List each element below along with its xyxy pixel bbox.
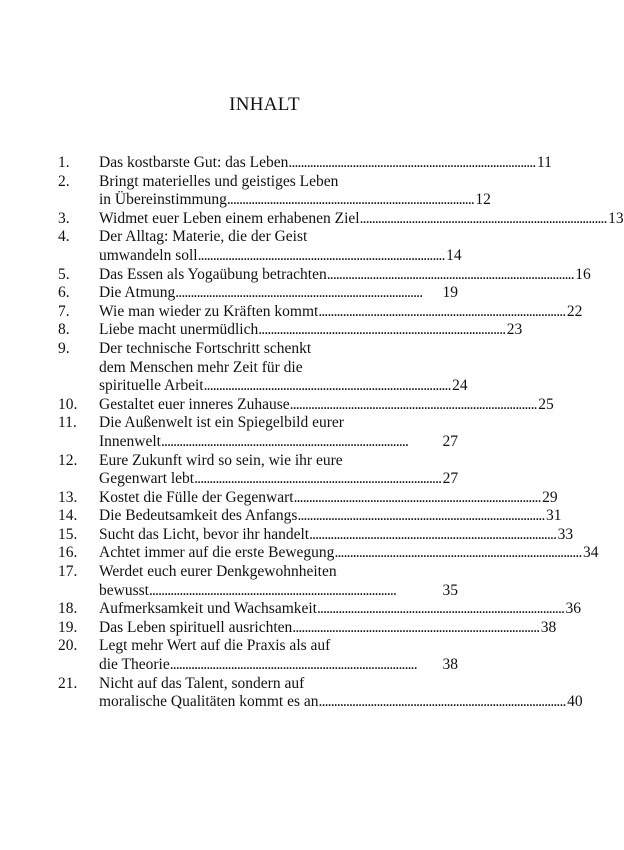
toc-entry-number: 11.: [58, 414, 77, 432]
toc-page-number: 27: [442, 470, 459, 488]
toc-entry-line: [99, 507, 561, 526]
toc-page-number: 19: [442, 284, 458, 302]
toc-entry: [58, 172, 491, 210]
dot-leader: [170, 656, 440, 675]
toc-entry-title: Der Alltag: Materie, die der Geist: [99, 228, 308, 246]
toc-entry: [58, 209, 624, 229]
toc-entry-text: [99, 228, 462, 265]
toc-entry-line: [99, 266, 591, 285]
toc-entry-text: [99, 396, 554, 415]
toc-page-number: 38: [540, 618, 557, 636]
toc-entry-line: [99, 470, 458, 489]
toc-entry: [58, 525, 574, 545]
toc-entry-line: [99, 489, 558, 508]
dot-leader: [319, 693, 565, 712]
toc-entry-title: Wie man wieder zu Kräften kommt: [99, 302, 319, 320]
toc-entry-line: [99, 377, 468, 396]
dot-leader: [290, 396, 536, 415]
toc-entry-number: 16.: [58, 544, 78, 562]
toc-page-number: 25: [538, 395, 554, 413]
toc-entry-number: 5.: [58, 265, 70, 283]
toc-entry-number: 1.: [58, 154, 70, 171]
toc-page-number: 29: [542, 488, 558, 506]
toc-entry-line: [99, 340, 468, 359]
toc-entry-text: [99, 563, 458, 600]
toc-entry: [58, 637, 458, 674]
toc-entry-number: 17.: [58, 563, 78, 581]
toc-entry-text: [99, 452, 458, 489]
toc-entry: [58, 674, 583, 712]
toc-entry-line: [99, 544, 598, 563]
toc-entry-title: Aufmerksamkeit und Wachsamkeit: [99, 600, 317, 618]
toc-page-number: 27: [442, 432, 458, 450]
toc-entry-number: 9.: [58, 339, 70, 357]
toc-entry-title: die Theorie: [99, 656, 170, 674]
toc-entry-number: 18.: [58, 600, 78, 618]
toc-entry-text: [99, 637, 458, 674]
toc-entry-line: [99, 154, 552, 173]
toc-entry-title: Die Außenwelt ist ein Spiegelbild eurer: [99, 414, 344, 432]
toc-entry: [58, 284, 458, 303]
toc-entry-line: [99, 284, 458, 303]
toc-page-number: 34: [582, 544, 599, 562]
toc-entry-number: 14.: [58, 507, 78, 525]
toc-entry-text: [99, 414, 458, 451]
toc-entry-title: Widmet euer Leben einem erhabenen Ziel: [99, 209, 360, 227]
toc-entry-title: Die Atmung: [99, 284, 176, 302]
toc-entry: [58, 395, 554, 415]
dot-leader: [309, 526, 555, 545]
toc-page-number: 36: [565, 600, 582, 618]
dot-leader: [194, 470, 440, 489]
dot-leader: [227, 191, 473, 210]
toc-entry-line: [99, 414, 458, 433]
toc-entry-number: 15.: [58, 525, 78, 543]
toc-entry-number: 4.: [58, 228, 70, 246]
toc-entry-text: [99, 489, 558, 508]
toc-entry: [58, 228, 462, 265]
toc-entry: [58, 618, 557, 638]
toc-entry-text: [99, 526, 573, 545]
toc-entry-line: [99, 173, 491, 192]
toc-entry-text: [99, 321, 522, 340]
toc-page-number: 38: [442, 656, 458, 674]
dot-leader: [149, 582, 440, 601]
toc-entry-text: [99, 507, 561, 526]
toc-entry-number: 2.: [58, 172, 70, 190]
dot-leader: [175, 284, 439, 303]
toc-entry: [58, 265, 591, 285]
toc-entry-number: 12.: [58, 451, 78, 469]
toc-entry-line: [99, 247, 462, 266]
toc-entry-text: [99, 266, 591, 285]
toc-entry-title: Sucht das Licht, bevor ihr handelt: [99, 525, 310, 543]
toc-entry-line: [99, 637, 458, 656]
toc-entry-line: [99, 396, 554, 415]
toc-entry-line: [99, 191, 491, 210]
toc-entry: [58, 563, 458, 600]
toc-page-number: 16: [575, 265, 591, 283]
toc-entry-text: [99, 675, 583, 712]
dot-leader: [292, 619, 538, 638]
toc-page-number: 23: [506, 321, 523, 339]
toc-entry-title: Nicht auf das Talent, sondern auf: [99, 674, 305, 692]
toc-entry-text: [99, 600, 581, 619]
toc-entry: [58, 544, 599, 563]
toc-entry-title: spirituelle Arbeit: [99, 377, 204, 395]
toc-entry-title: Die Bedeutsamkeit des Anfangs: [99, 507, 298, 525]
toc-entry-line: [99, 563, 458, 582]
toc-entry-title: Liebe macht unermüdlich: [99, 321, 259, 339]
toc-entry-text: [99, 154, 552, 173]
toc-entry-title: bewusst: [99, 581, 149, 599]
toc-entry-line: [99, 675, 583, 694]
toc-entry-line: [99, 433, 458, 452]
toc-entry-title: Der technische Fortschritt schenkt: [99, 339, 312, 357]
toc-entry-title: Werdet euch eurer Denkgewohnheiten: [99, 563, 337, 581]
toc-entry-number: 13.: [58, 488, 78, 506]
toc-entry-number: 21.: [58, 674, 78, 692]
toc-entry-text: [99, 340, 468, 396]
toc-entry-line: [99, 526, 573, 545]
toc-entry-line: [99, 656, 458, 675]
toc-entry-line: [99, 600, 581, 619]
toc-entry-line: [99, 210, 624, 229]
toc-entry: [58, 507, 562, 526]
toc-entry-title: Bringt materielles und geistiges Leben: [99, 172, 339, 190]
toc-entry-text: [99, 303, 582, 322]
toc-page-number: 12: [475, 191, 491, 209]
dot-leader: [294, 489, 540, 508]
toc-entry-text: [99, 619, 556, 638]
toc-page-number: 13: [608, 209, 624, 227]
toc-entry-number: 7.: [58, 302, 70, 320]
dot-leader: [360, 210, 606, 229]
toc-entry-line: [99, 321, 522, 340]
toc-entry-line: [99, 452, 458, 471]
toc-entry: [58, 488, 558, 508]
toc-entry-title: Das Essen als Yogaübung betrachten: [99, 265, 327, 283]
toc-page-number: 22: [566, 302, 583, 320]
toc-entry-line: [99, 228, 462, 247]
toc-entry-number: 6.: [58, 284, 70, 302]
toc-page-number: 31: [545, 507, 562, 525]
toc-entry-title: Das kostbarste Gut: das Leben: [99, 154, 289, 171]
toc-entry-title: Gestaltet euer inneres Zuhause: [99, 395, 290, 413]
dot-leader: [288, 154, 534, 173]
toc-page-number: 11: [536, 154, 552, 171]
toc-entry-line: [99, 619, 556, 638]
toc-entry-number: 8.: [58, 321, 70, 339]
toc-entry-line: [99, 303, 582, 322]
toc-entry-number: 19.: [58, 618, 78, 636]
toc-page-number: 40: [567, 693, 583, 711]
toc-entry-number: 10.: [58, 395, 78, 413]
dot-leader: [318, 303, 564, 322]
toc-entry-title: umwandeln soll: [99, 246, 198, 264]
toc-entry: [58, 154, 552, 173]
toc-page-number: 33: [557, 525, 574, 543]
toc-entry-title: Legt mehr Wert auf die Praxis als auf: [99, 637, 331, 655]
toc-entry-title: dem Menschen mehr Zeit für die: [99, 358, 303, 376]
toc-page-number: 24: [452, 377, 468, 395]
toc-entry: [58, 600, 582, 619]
toc-entry-title: in Übereinstimmung: [99, 191, 227, 209]
dot-leader: [334, 544, 580, 563]
toc-entry: [58, 452, 458, 489]
toc-entry-line: [99, 693, 583, 712]
toc-entry-title: Das Leben spirituell ausrichten: [99, 618, 293, 636]
toc-entry-title: Eure Zukunft wird so sein, wie ihr eure: [99, 451, 343, 469]
toc-entry: [58, 321, 523, 340]
toc-entry-text: [99, 284, 458, 303]
dot-leader: [327, 266, 573, 285]
toc-entry-text: [99, 210, 624, 229]
table-of-contents: [58, 154, 624, 712]
toc-page-number: 35: [442, 581, 458, 599]
toc-page-number: 14: [446, 246, 462, 264]
dot-leader: [297, 507, 543, 526]
toc-entry-title: Achtet immer auf die erste Bewegung: [99, 544, 335, 562]
toc-entry-title: Gegenwart lebt: [99, 470, 195, 488]
page-title: INHALT: [229, 94, 300, 115]
toc-entry: [58, 414, 458, 451]
toc-entry-number: 3.: [58, 209, 70, 227]
toc-entry-title: Kostet die Fülle der Gegenwart: [99, 488, 294, 506]
toc-entry-line: [99, 359, 468, 378]
dot-leader: [161, 433, 440, 452]
dot-leader: [317, 600, 563, 619]
toc-entry-text: [99, 544, 598, 563]
toc-entry-title: Innenwelt: [99, 432, 161, 450]
dot-leader: [258, 321, 504, 340]
toc-entry: [58, 339, 468, 396]
toc-entry-title: moralische Qualitäten kommt es an: [99, 693, 319, 711]
toc-entry-line: [99, 582, 458, 601]
dot-leader: [198, 247, 444, 266]
toc-entry-text: [99, 173, 491, 210]
toc-entry-number: 20.: [58, 637, 78, 655]
dot-leader: [204, 377, 450, 396]
toc-entry: [58, 302, 583, 322]
